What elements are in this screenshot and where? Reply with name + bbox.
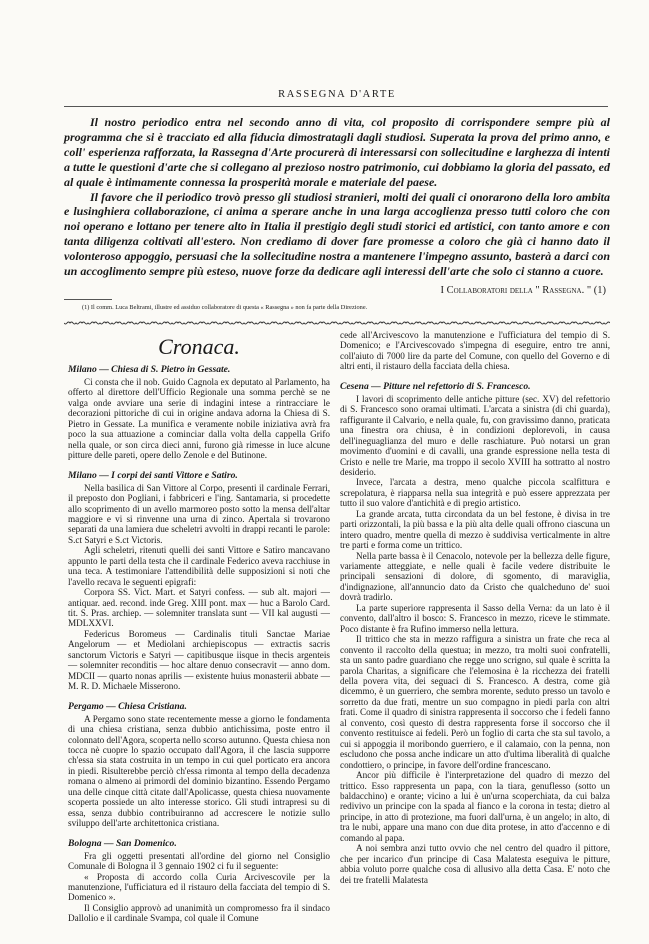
news-paragraph: Ancor più difficile è l'interpretazione del quadro di mezzo del trittico. Esso rappresenta un papa, con la tiara, genuflesso (sotto un baldacchino) e orante; vicino a lui è un'urna scoperchiata, da cui balza redivivo un principe con la spada al fianco e la corona in testa; dietro al principe, in atto di protezione, ma fuori dall'urna, è un angelo; in alto, di tra le nubi, appare una mano con due dita protese, in atto d'accenno e di comando al papa. [340, 770, 610, 843]
news-paragraph: cede all'Arcivescovo la manutenzione e l'ufficiatura del tempio di S. Domenico; e l'Arcivescovado s'impegna di eseguire, entro tre anni, coll'aiuto di 7000 lire da parte del Comune, con quello del Governo e di altri enti, il ristauro della facciata della chiesa. [340, 329, 610, 372]
news-heading: Milano — I corpi dei santi Vittore e Satiro. [68, 469, 238, 481]
header-rule [64, 106, 608, 107]
news-paragraph: Nella parte bassa è il Cenacolo, notevole per la bellezza delle figure, variamente atteggiate, e nelle quali è facile vedere distribuite le principali sensazioni di dolore, di sgomento, di maraviglia, d'indignazione, all'annuncio dato da Cristo che qualcheduno de' suoi dovrà tradirlo. [340, 550, 610, 603]
news-paragraph: Il trittico che sta in mezzo raffigura a sinistra un frate che reca al convento il raccolto della questua; in mezzo, tra molti suoi confratelli, sta un santo padre guardiano che regge uno scrigno, sul quale è scritta la parola Charitas, a significare che l'elemosina è la ricchezza dei fratelli della povera vita, dei seguaci di S. Francesco. A destra, come già dicemmo, è un guerriero, che sembra morente, seduto presso un tavolo e sorretto da due frati, mentre un suo compagno in piedi parla con altri frati. Come il quadro di sinistra rappresenta il soccorso che i fedeli fanno al convento, così questo di destra rappresenta forse il soccorso che il convento restituisce ai fedeli. Però un foglio di carta che sta sul tavolo, a cui si appoggia il moribondo guerriero, e il calamaio, con la penna, non escludono che possa anche indicare un atto d'ultima liberalità di qualche condottiero, o principe, in favore dell'ordine francescano. [340, 634, 610, 770]
signature: I Collaboratori della " Rassegna. " (1) [440, 284, 606, 296]
news-item [340, 330, 610, 372]
editorial-intro [64, 115, 610, 279]
news-paragraph: Corpora SS. Vict. Mart. et Satyri confess. — sub alt. majori — antiquar. aed. recond. inde Greg. XIII pont. max — huc a Barolo Card. tit. S. Pras. archiep. — solemniter translata sunt — VII kal augusti — MDLXXVI. [68, 587, 330, 629]
footnote-rule [64, 299, 112, 300]
news-paragraph: Fra gli oggetti presentati all'ordine del giorno nel Consiglio Comunale di Bologna il 3 gennaio 1902 ci fu il seguente: [68, 850, 330, 872]
wavy-divider [64, 320, 610, 326]
news-paragraph: Ci consta che il nob. Guido Cagnola ex deputato al Parlamento, ha offerto al direttore dell'Ufficio Regionale una somma perchè se ne valga onde avviare una serie di indagini intese a rintracciare le decorazioni pittoriche di cui in origine andava adorna la Chiesa di S. Pietro in Gessate. La munifica e veramente nobile iniziativa avrà fra poco la sua attuazione a cominciar dalla volta della cappella Grifo nella quale, or son circa dieci anni, furono già rimesse in luce alcune pitture delle pareti, opere dello Zenole e del Butinone. [68, 376, 330, 461]
news-heading: Bologna — San Domenico. [68, 837, 177, 849]
news-paragraph: Il Consiglio approvò ad unanimità un compromesso fra il sindaco Dallolio e il cardinale Svampa, col quale il Comune [68, 902, 330, 924]
news-paragraph: Nella basilica di San Vittore al Corpo, presenti il cardinale Ferrari, il preposto don Pogliani, i fabbriceri e l'ing. Santamaria, si procedette allo scoprimento di un avello marmoreo posto sotto la mensa dell'altar maggiore e vi si rinvenne una urna di zinco. Apertala si trovarono separati da una lamiera due scheletri avvolti in drappi recanti le parole: S.ct Satyri e S.ct Victoris. [68, 482, 330, 545]
news-paragraph: La grande arcata, tutta circondata da un bel festone, è divisa in tre parti orizzontali, la più bassa e la più alta delle quali offrono ciascuna un intero quadro, mentre quella di mezzo è suddivisa verticalmente in altre tre parti e forma come un trittico. [340, 508, 610, 551]
columns [64, 330, 610, 924]
news-paragraph: « Proposta di accordo colla Curia Arcivescovile per la manutenzione, l'ufficiatura ed il ristauro della facciata del tempio di S. Domenico ». [68, 871, 330, 903]
news-paragraph: La parte superiore rappresenta il Sasso della Verna: da un lato è il convento, dall'altro il bosco: S. Francesco in mezzo, riceve le stimmate. Poco distante è fra Rufino immerso nella lettura. [340, 602, 610, 634]
intro-paragraph: Il nostro periodico entra nel secondo anno di vita, col proposito di corrispondere sempre più al programma che si è tracciato ed alla fiducia dimostratagli dagli studiosi. Superata la prova del primo anno, e coll' esperienza rafforzata, la Rassegna d'Arte procurerà di interessarsi con sollecitudine e larghezza di intenti a tutte le questioni d'arte che si collegano al prezioso nostro patrimonio, cui dobbiamo la gloria del passato, ed al quale è intimamente connessa la prosperità morale e materiale del paese. [64, 115, 610, 189]
news-paragraph: A noi sembra anzi tutto ovvio che nel centro del quadro il pittore, che per incarico d'un principe di Casa Malatesta eseguiva le pitture, abbia voluto porre qualche cosa di allusivo alla detta Casa. E' noto che dei tre fratelli Malatesta [340, 843, 610, 885]
news-paragraph: I lavori di scoprimento delle antiche pitture (sec. XV) del refettorio di S. Francesco sono oramai ultimati. L'arcata a sinistra (di chi guarda), raffigurante il Calvario, e nella quale, fu, con gravissimo danno, praticata una finestra ora chiusa, è in condizioni deplorevoli, in causa dell'ineguaglianza del muro e delle raschiature. Può notarsi un gran movimento d'uomini e di cavalli, una grande espressione nella testa di Cristo e nelle tre Marie, ma troppo il secolo XVIII ha sottratto al nostro desiderio. [340, 393, 610, 477]
news-heading: Milano — Chiesa di S. Pietro in Gessate. [68, 363, 231, 375]
news-paragraph: Invece, l'arcata a destra, meno qualche piccola scalfittura e screpolatura, è riapparsa nella sua integrità e può essere apprezzata per tutto il suo valore d'antichità e di pregio artistico. [340, 477, 610, 509]
news-item [68, 701, 330, 829]
footnote: (1) Il comm. Luca Beltrami, illustre ed assiduo collaboratore di questa « Rassegna » non fa parte della Direzione. [82, 303, 368, 311]
right-column [340, 330, 610, 885]
news-heading: Pergamo — Chiesa Cristiana. [68, 700, 187, 712]
news-paragraph: Agli scheletri, ritenuti quelli dei santi Vittore e Satiro mancavano appunto le parti della testa che il cardinale Federico aveva racchiuse in una teca. A testimoniare l'attendibilità delle supposizioni si noti che l'avello recava le seguenti epigrafi: [68, 545, 330, 587]
section-title: Cronaca. [158, 333, 240, 359]
news-item [68, 470, 330, 692]
news-item [68, 838, 330, 924]
news-paragraph: Federicus Boromeus — Cardinalis tituli Sanctae Mariae Angelorum — et Mediolani archiepiscopus — extractis sacris sanctorum Victoris e Satyri — capitibusque iisque in thecis argenteis — solemniter reconditis — hoc altare denuo consecravit — anno dom. MDCII — quarto nonas aprilis — existente huius monasterii abbate — M. R. D. Michaele Misserono. [68, 628, 330, 692]
running-head: RASSEGNA D'ARTE [278, 89, 396, 100]
news-heading: Cesena — Pitture nel refettorio di S. Francesco. [340, 380, 531, 392]
news-item [68, 364, 330, 461]
news-item [340, 381, 610, 885]
intro-paragraph: Il favore che il periodico trovò presso gli studiosi stranieri, molti dei quali ci onorarono della loro ambita e lusinghiera collaborazione, ci anima a sperare anche in una larga accoglienza presso tutti coloro che con noi operano e lottano per tenere alto in Italia il prestigio degli studi storici ed artistici, con tanto amore e con tanta diligenza coltivati all'estero. Non crediamo di dover fare promesse a coloro che già ci hanno dato il volonteroso appoggio, persuasi che la sollecitudine nostra a mantenere l'impegno assunto, basterà a darci con un accoglimento sempre più esteso, nuove forze da dedicare agli interessi dell'arte che solo ci stanno a cuore. [64, 189, 610, 279]
news-paragraph: A Pergamo sono state recentemente messe a giorno le fondamenta di una chiesa cristiana, senza dubbio antichissima, poste entro il colonnato dell'Agora, scoperta nello scorso autunno. Questa chiesa non tocca nè cuopre lo spazio occupato dall'Agora, il che lascia supporre ch'essa sia stata costruita in un tempo in cui quel porticato era ancora in piedi. Risulterebbe perciò ch'essa rimonta al tempo della decadenza romana o almeno ai primordi del dominio bizantino. Essendo Pergamo una delle cinque città citate dall'Apolicasse, questa chiesa nuovamente scoperta possiede un alto interesse storico. Gli studi intrapresi su di essa, senza dubbio contribuiranno ad accrescere le notizie sullo sviluppo dell'arte architettonica cristiana. [68, 713, 330, 829]
left-column [68, 330, 330, 924]
